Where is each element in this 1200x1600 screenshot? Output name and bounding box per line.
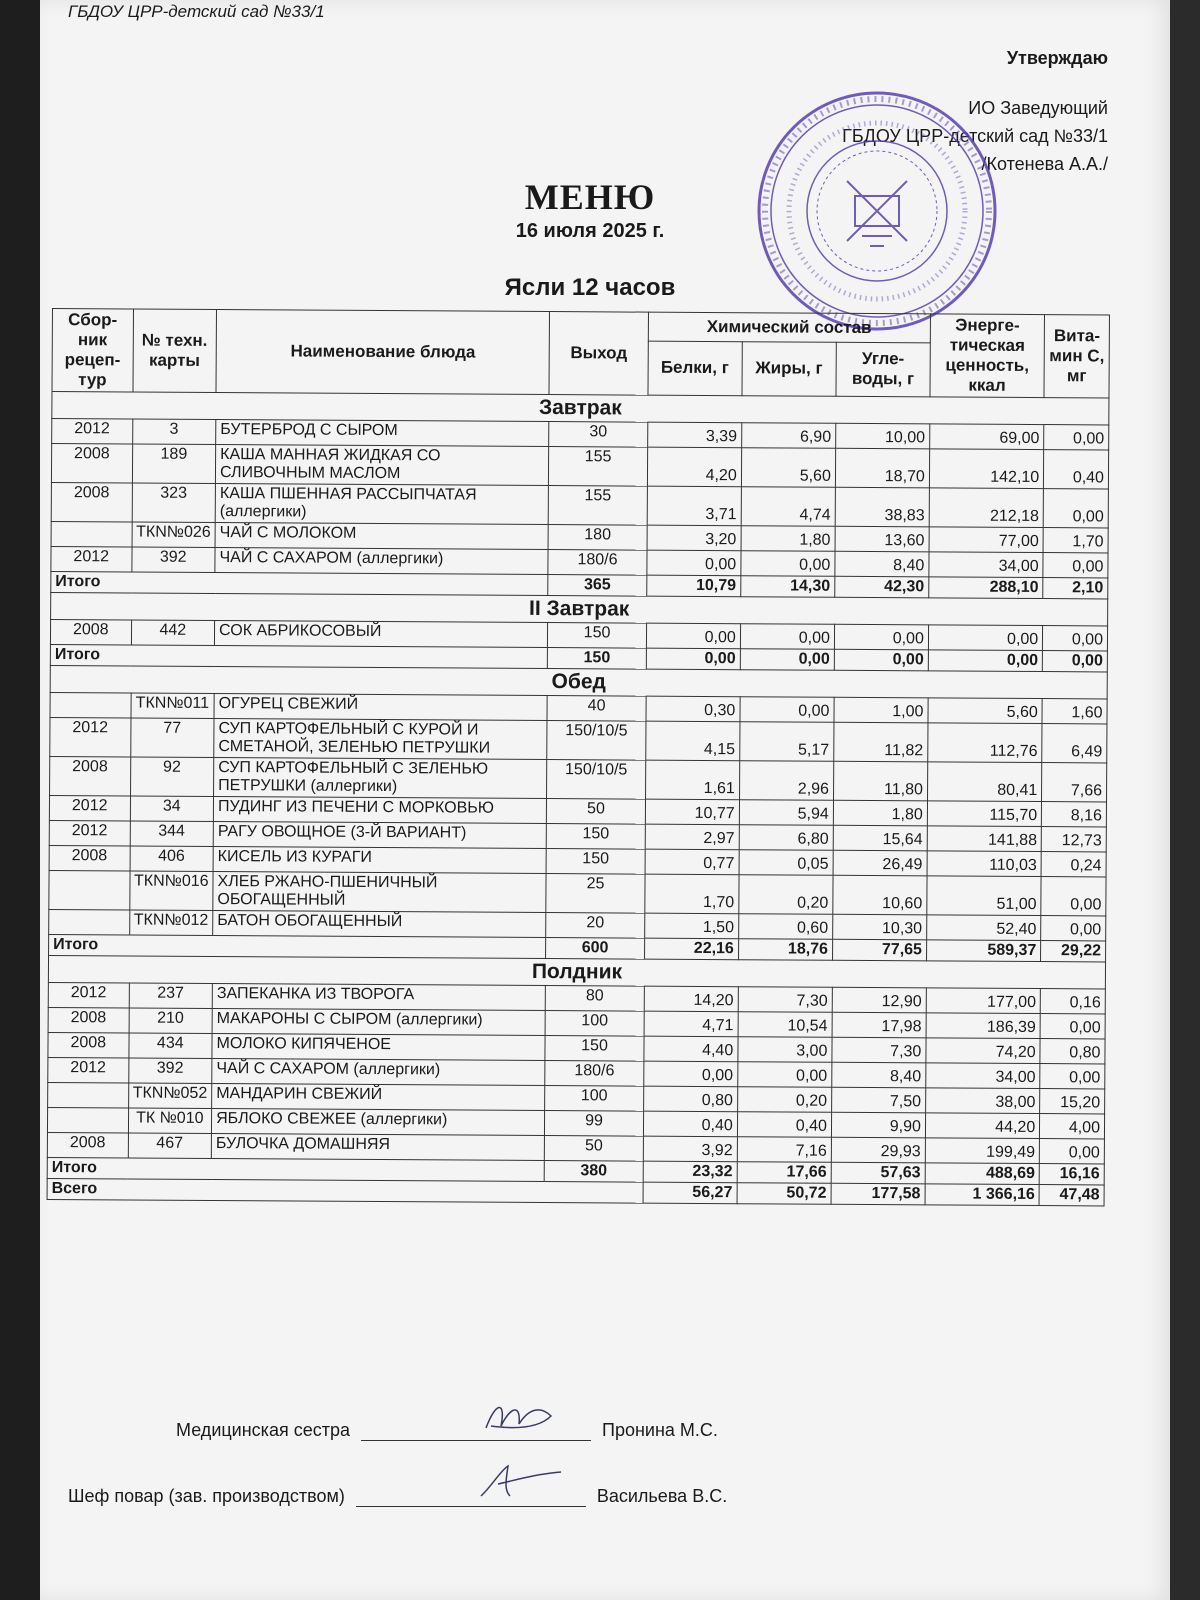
nurse-signature-row: [176, 1420, 718, 1441]
table-row: [51, 444, 1108, 489]
cell-proteins: 4,15: [645, 721, 739, 761]
cell-fats: 10,54: [738, 1012, 832, 1038]
cell-energy: 77,00: [929, 527, 1044, 553]
total-output: 600: [546, 938, 644, 960]
col-sbornik: Сбор-ник рецеп-тур: [52, 309, 133, 392]
cell-proteins: 0,30: [646, 696, 740, 722]
cell-proteins: 0,00: [646, 623, 740, 649]
total-carbs: 77,65: [832, 939, 926, 961]
cell-vitamin: 0,00: [1040, 1014, 1105, 1039]
table-row: [51, 482, 1108, 527]
cell-vitamin: 0,00: [1043, 553, 1108, 578]
cell-vitamin: 0,16: [1040, 989, 1105, 1014]
cell-dish-name: МАКАРОНЫ С СЫРОМ (аллергики): [212, 1008, 546, 1035]
cell-output: 150/10/5: [547, 721, 645, 761]
cell-energy: 38,00: [925, 1088, 1040, 1114]
cell-carbs: 26,49: [833, 850, 927, 876]
total-label: Итого: [50, 644, 548, 668]
cell-energy: 177,00: [926, 988, 1041, 1014]
cell-dish-name: ОГУРЕЦ СВЕЖИЙ: [214, 693, 548, 720]
cell-carbs: 10,00: [836, 423, 930, 449]
cell-output: 30: [549, 422, 647, 448]
cell-output: 180/6: [548, 550, 646, 576]
cell-carbs: 29,93: [831, 1137, 925, 1163]
cell-fats: 0,00: [738, 1062, 832, 1088]
cell-vitamin: 0,24: [1041, 852, 1106, 877]
cell-proteins: 3,20: [647, 525, 741, 551]
cell-proteins: 10,77: [645, 799, 739, 825]
cell-dish-name: БУЛОЧКА ДОМАШНЯЯ: [211, 1133, 545, 1160]
cell-carbs: 7,30: [832, 1037, 926, 1063]
col-carbs: Угле-воды, г: [836, 342, 930, 397]
approve-name: /Котенева А.А./: [981, 154, 1108, 174]
cell-fats: 6,90: [741, 423, 835, 449]
cell-energy: 199,49: [925, 1138, 1040, 1164]
cell-fats: 0,00: [741, 551, 835, 577]
col-name: Наименование блюда: [216, 310, 550, 395]
cell-sbornik: 2012: [51, 546, 132, 571]
cell-carbs: 10,60: [833, 875, 927, 915]
cell-tech-no: 34: [130, 796, 214, 822]
cell-fats: 4,74: [741, 487, 835, 527]
cell-carbs: 11,82: [834, 722, 928, 762]
grand-total-energy: 1 366,16: [925, 1184, 1039, 1206]
cell-energy: 69,00: [930, 424, 1045, 450]
cell-tech-no: ТКN№052: [128, 1083, 212, 1109]
cell-energy: 115,70: [927, 801, 1042, 827]
total-proteins: 22,16: [644, 938, 738, 960]
cell-carbs: 12,90: [832, 987, 926, 1013]
total-label: Итого: [47, 1157, 545, 1181]
cell-sbornik: 2012: [48, 1057, 129, 1082]
cell-energy: 34,00: [926, 1063, 1041, 1089]
cell-fats: 3,00: [738, 1037, 832, 1063]
cell-vitamin: 7,66: [1042, 763, 1107, 802]
total-fats: 14,30: [741, 576, 835, 598]
total-carbs: 42,30: [835, 576, 929, 598]
cell-tech-no: 210: [129, 1008, 213, 1034]
section-title: Завтрак: [52, 392, 1109, 425]
chef-signature-line: [356, 1488, 586, 1507]
col-vitamin: Вита-мин С, мг: [1044, 315, 1109, 398]
total-energy: 0,00: [928, 650, 1042, 672]
cell-output: 50: [545, 1136, 643, 1162]
cell-fats: 0,40: [737, 1112, 831, 1138]
total-vitamin: 29,22: [1041, 941, 1106, 962]
cell-energy: 34,00: [929, 552, 1044, 578]
nurse-name: Пронина М.С.: [602, 1420, 718, 1440]
cell-energy: 110,03: [927, 851, 1042, 877]
cell-dish-name: КАША МАННАЯ ЖИДКАЯ СО СЛИВОЧНЫМ МАСЛОМ: [215, 445, 549, 486]
col-energy: Энерге-тическая ценность, ккал: [930, 314, 1045, 398]
cell-tech-no: ТКN№016: [129, 871, 213, 911]
cell-fats: 5,94: [739, 800, 833, 826]
cell-vitamin: 0,00: [1043, 626, 1108, 651]
cell-tech-no: 442: [131, 620, 215, 646]
cell-tech-no: 323: [132, 483, 216, 523]
cell-vitamin: 8,16: [1042, 802, 1107, 827]
cell-sbornik: 2012: [49, 795, 130, 820]
total-energy: 288,10: [929, 577, 1043, 599]
table-row: [50, 717, 1107, 762]
cell-tech-no: 434: [128, 1033, 212, 1059]
cell-carbs: 15,64: [833, 825, 927, 851]
approve-role: ИО Заведующий: [968, 98, 1108, 118]
cell-energy: 0,00: [928, 625, 1043, 651]
cell-proteins: 3,39: [647, 422, 741, 448]
cell-proteins: 2,97: [645, 824, 739, 850]
cell-tech-no: 3: [132, 419, 216, 445]
background-edge: [0, 0, 40, 1600]
cell-tech-no: 189: [132, 444, 216, 484]
cell-dish-name: МОЛОКО КИПЯЧЕНОЕ: [212, 1033, 546, 1060]
cell-fats: 0,20: [739, 875, 833, 915]
cell-output: 180: [548, 525, 646, 551]
grand-total-proteins: 56,27: [643, 1182, 737, 1204]
cell-sbornik: 2008: [51, 444, 132, 483]
cell-vitamin: 12,73: [1041, 827, 1106, 852]
nurse-signature: [481, 1396, 561, 1436]
cell-dish-name: ЧАЙ С САХАРОМ (аллергики): [212, 1058, 546, 1085]
cell-carbs: 18,70: [835, 448, 929, 488]
cell-fats: 1,80: [741, 526, 835, 552]
cell-vitamin: 4,00: [1040, 1114, 1105, 1139]
cell-proteins: 3,92: [643, 1136, 737, 1162]
cell-proteins: 0,80: [643, 1086, 737, 1112]
cell-energy: 51,00: [927, 876, 1042, 916]
cell-vitamin: 0,80: [1040, 1039, 1105, 1064]
col-output: Выход: [549, 312, 648, 396]
cell-fats: 0,00: [740, 697, 834, 723]
total-fats: 17,66: [737, 1162, 831, 1184]
cell-output: 150/10/5: [547, 760, 645, 800]
total-fats: 18,76: [738, 939, 832, 961]
cell-vitamin: 15,20: [1040, 1089, 1105, 1114]
cell-energy: 74,20: [926, 1038, 1041, 1064]
cell-proteins: 0,00: [643, 1061, 737, 1087]
cell-tech-no: ТКN№011: [131, 693, 215, 719]
cell-dish-name: ЧАЙ С САХАРОМ (аллергики): [215, 548, 549, 575]
section-title: Обед: [50, 665, 1107, 698]
cell-output: 40: [547, 696, 645, 722]
menu-date: 16 июля 2025 г.: [515, 220, 665, 242]
cell-output: 155: [549, 486, 647, 526]
cell-tech-no: 406: [130, 846, 214, 872]
total-output: 380: [545, 1161, 643, 1183]
cell-energy: 5,60: [928, 698, 1043, 724]
cell-dish-name: ХЛЕБ РЖАНО-ПШЕНИЧНЫЙ ОБОГАЩЕННЫЙ: [213, 871, 547, 912]
cell-output: 150: [547, 824, 645, 850]
cell-dish-name: ЧАЙ С МОЛОКОМ: [215, 523, 549, 550]
cell-proteins: 0,40: [643, 1111, 737, 1137]
cell-output: 99: [545, 1111, 643, 1137]
cell-fats: 0,60: [738, 914, 832, 940]
cell-vitamin: 0,00: [1040, 1139, 1105, 1164]
grand-total-fats: 50,72: [737, 1183, 831, 1205]
cell-energy: 80,41: [927, 762, 1042, 802]
cell-proteins: 4,20: [647, 447, 741, 487]
cell-carbs: 9,90: [831, 1112, 925, 1138]
title-block: [470, 176, 710, 243]
cell-output: 25: [546, 874, 644, 914]
total-vitamin: 0,00: [1043, 651, 1108, 672]
cell-vitamin: 0,00: [1043, 489, 1108, 528]
cell-tech-no: ТК №010: [128, 1108, 212, 1134]
cell-sbornik: [47, 1107, 128, 1132]
cell-sbornik: [51, 521, 132, 546]
section-title: II Завтрак: [51, 592, 1108, 625]
cell-proteins: 0,77: [645, 849, 739, 875]
cell-vitamin: 0,00: [1044, 425, 1109, 450]
cell-output: 80: [546, 986, 644, 1012]
cell-dish-name: СУП КАРТОФЕЛЬНЫЙ С ЗЕЛЕНЬЮ ПЕТРУШКИ (аллергики): [214, 757, 548, 798]
cell-vitamin: 6,49: [1042, 724, 1107, 763]
table-row: [50, 756, 1107, 801]
cell-carbs: 17,98: [832, 1012, 926, 1038]
chef-name: Васильева В.С.: [596, 1486, 728, 1506]
cell-energy: 141,88: [927, 826, 1042, 852]
cell-dish-name: СУП КАРТОФЕЛЬНЫЙ С КУРОЙ И СМЕТАНОЙ, ЗЕЛЕНЬЮ ПЕТРУШКИ: [214, 718, 548, 759]
cell-sbornik: 2008: [50, 756, 131, 795]
col-proteins: Белки, г: [648, 341, 742, 396]
cell-energy: 112,76: [928, 723, 1043, 763]
cell-tech-no: ТКN№026: [132, 522, 216, 548]
nurse-signature-line: [361, 1422, 591, 1441]
cell-sbornik: [49, 909, 130, 934]
cell-tech-no: 77: [130, 718, 214, 758]
cell-fats: 5,17: [740, 722, 834, 762]
cell-dish-name: БУТЕРБРОД С СЫРОМ: [216, 420, 550, 447]
cell-carbs: 8,40: [835, 551, 929, 577]
cell-proteins: 4,40: [644, 1036, 738, 1062]
cell-dish-name: ЗАПЕКАНКА ИЗ ТВОРОГА: [212, 983, 546, 1010]
group-title: Ясли 12 часов: [504, 274, 676, 301]
grand-total-label: Всего: [47, 1178, 643, 1203]
cell-dish-name: КАША ПШЕННАЯ РАССЫПЧАТАЯ (аллергики): [215, 484, 549, 525]
cell-output: 155: [549, 447, 647, 487]
cell-proteins: 1,50: [644, 913, 738, 939]
cell-output: 150: [548, 623, 646, 649]
chef-role: Шеф повар (зав. производством): [68, 1486, 345, 1506]
cell-sbornik: 2008: [50, 619, 131, 644]
cell-fats: 0,20: [737, 1087, 831, 1113]
menu-table: [47, 308, 1110, 1206]
cell-dish-name: КИСЕЛЬ ИЗ КУРАГИ: [213, 846, 547, 873]
total-energy: 488,69: [925, 1163, 1039, 1185]
cell-dish-name: БАТОН ОБОГАЩЕННЫЙ: [213, 910, 547, 937]
cell-energy: 212,18: [929, 488, 1044, 528]
total-label: Итого: [49, 934, 547, 958]
official-stamp: [752, 86, 1002, 336]
total-carbs: 57,63: [831, 1162, 925, 1184]
cell-output: 20: [546, 913, 644, 939]
chef-signature-row: [68, 1486, 727, 1507]
total-carbs: 0,00: [834, 649, 928, 671]
cell-fats: 2,96: [739, 761, 833, 801]
cell-carbs: 13,60: [835, 526, 929, 552]
cell-sbornik: 2012: [49, 820, 130, 845]
total-output: 365: [548, 575, 646, 597]
cell-energy: 52,40: [927, 915, 1042, 941]
cell-carbs: 10,30: [833, 914, 927, 940]
cell-fats: 7,16: [737, 1137, 831, 1163]
cell-carbs: 38,83: [835, 487, 929, 527]
table-row: [49, 870, 1106, 915]
total-fats: 0,00: [740, 649, 834, 671]
page-title: МЕНЮ: [524, 177, 656, 217]
cell-carbs: 0,00: [834, 624, 928, 650]
cell-sbornik: 2008: [48, 1032, 129, 1057]
cell-carbs: 7,50: [831, 1087, 925, 1113]
cell-output: 150: [545, 1036, 643, 1062]
cell-carbs: 1,00: [834, 697, 928, 723]
cell-vitamin: 1,60: [1042, 699, 1107, 724]
cell-tech-no: ТКN№012: [129, 910, 213, 936]
cell-proteins: 4,71: [644, 1011, 738, 1037]
cell-tech-no: 467: [128, 1133, 212, 1159]
cell-sbornik: 2008: [47, 1132, 128, 1157]
cell-carbs: 8,40: [832, 1062, 926, 1088]
cell-proteins: 0,00: [647, 550, 741, 576]
total-output: 150: [548, 648, 646, 670]
cell-tech-no: 92: [130, 757, 214, 797]
nurse-role: Медицинская сестра: [176, 1420, 350, 1440]
total-energy: 589,37: [926, 940, 1040, 962]
cell-proteins: 1,70: [644, 874, 738, 914]
cell-tech-no: 392: [128, 1058, 212, 1084]
cell-energy: 44,20: [925, 1113, 1040, 1139]
cell-proteins: 1,61: [645, 760, 739, 800]
cell-tech-no: 344: [130, 821, 214, 847]
cell-sbornik: 2012: [50, 717, 131, 756]
total-proteins: 10,79: [646, 575, 740, 597]
cell-vitamin: 1,70: [1043, 528, 1108, 553]
cell-sbornik: 2008: [51, 482, 132, 521]
grand-total-vitamin: 47,48: [1039, 1185, 1104, 1206]
cell-dish-name: ПУДИНГ ИЗ ПЕЧЕНИ С МОРКОВЬЮ: [213, 796, 547, 823]
section-title: Полдник: [48, 955, 1105, 988]
cell-fats: 0,00: [740, 624, 834, 650]
cell-output: 150: [546, 849, 644, 875]
cell-carbs: 11,80: [833, 761, 927, 801]
cell-tech-no: 237: [129, 983, 213, 1009]
cell-output: 50: [547, 799, 645, 825]
approve-org: ГБДОУ ЦРР-детский сад №33/1: [842, 126, 1108, 146]
cell-sbornik: [50, 692, 131, 717]
total-proteins: 23,32: [643, 1161, 737, 1183]
cell-energy: 186,39: [926, 1013, 1041, 1039]
cell-dish-name: СОК АБРИКОСОВЫЙ: [214, 620, 548, 647]
cell-vitamin: 0,40: [1044, 450, 1109, 489]
cell-vitamin: 0,00: [1041, 916, 1106, 941]
cell-output: 100: [545, 1086, 643, 1112]
cell-fats: 0,05: [739, 850, 833, 876]
cell-sbornik: 2012: [52, 419, 133, 444]
menu-body: [47, 392, 1109, 1206]
cell-proteins: 3,71: [647, 486, 741, 526]
cell-output: 100: [545, 1011, 643, 1037]
total-label: Итого: [51, 571, 549, 595]
cell-energy: 142,10: [929, 449, 1044, 489]
cell-dish-name: ЯБЛОКО СВЕЖЕЕ (аллергики): [212, 1108, 546, 1135]
cell-output: 180/6: [545, 1061, 643, 1087]
col-tech-no: № техн. карты: [133, 309, 217, 393]
cell-vitamin: 0,00: [1040, 1064, 1105, 1089]
cell-carbs: 1,80: [833, 800, 927, 826]
chef-signature: [476, 1462, 566, 1502]
cell-vitamin: 0,00: [1041, 877, 1106, 916]
total-vitamin: 2,10: [1043, 578, 1108, 599]
col-fats: Жиры, г: [742, 342, 836, 397]
cell-fats: 6,80: [739, 825, 833, 851]
grand-total-carbs: 177,58: [831, 1183, 925, 1205]
cell-dish-name: МАНДАРИН СВЕЖИЙ: [212, 1083, 546, 1110]
col-chem: Химический состав: [648, 312, 930, 343]
cell-dish-name: РАГУ ОВОЩНОЕ (3-Й ВАРИАНТ): [213, 821, 547, 848]
cell-sbornik: [48, 1082, 129, 1107]
cell-sbornik: 2008: [49, 845, 130, 870]
cell-sbornik: 2008: [48, 1007, 129, 1032]
cell-fats: 7,30: [738, 987, 832, 1013]
cell-tech-no: 392: [131, 547, 215, 573]
cell-fats: 5,60: [741, 448, 835, 488]
org-header: ГБДОУ ЦРР-детский сад №33/1: [68, 2, 325, 21]
cell-proteins: 14,20: [644, 986, 738, 1012]
total-proteins: 0,00: [646, 648, 740, 670]
cell-sbornik: [49, 870, 130, 909]
approve-word: Утверждаю: [1006, 48, 1108, 68]
total-vitamin: 16,16: [1039, 1164, 1104, 1185]
cell-sbornik: 2012: [48, 982, 129, 1007]
